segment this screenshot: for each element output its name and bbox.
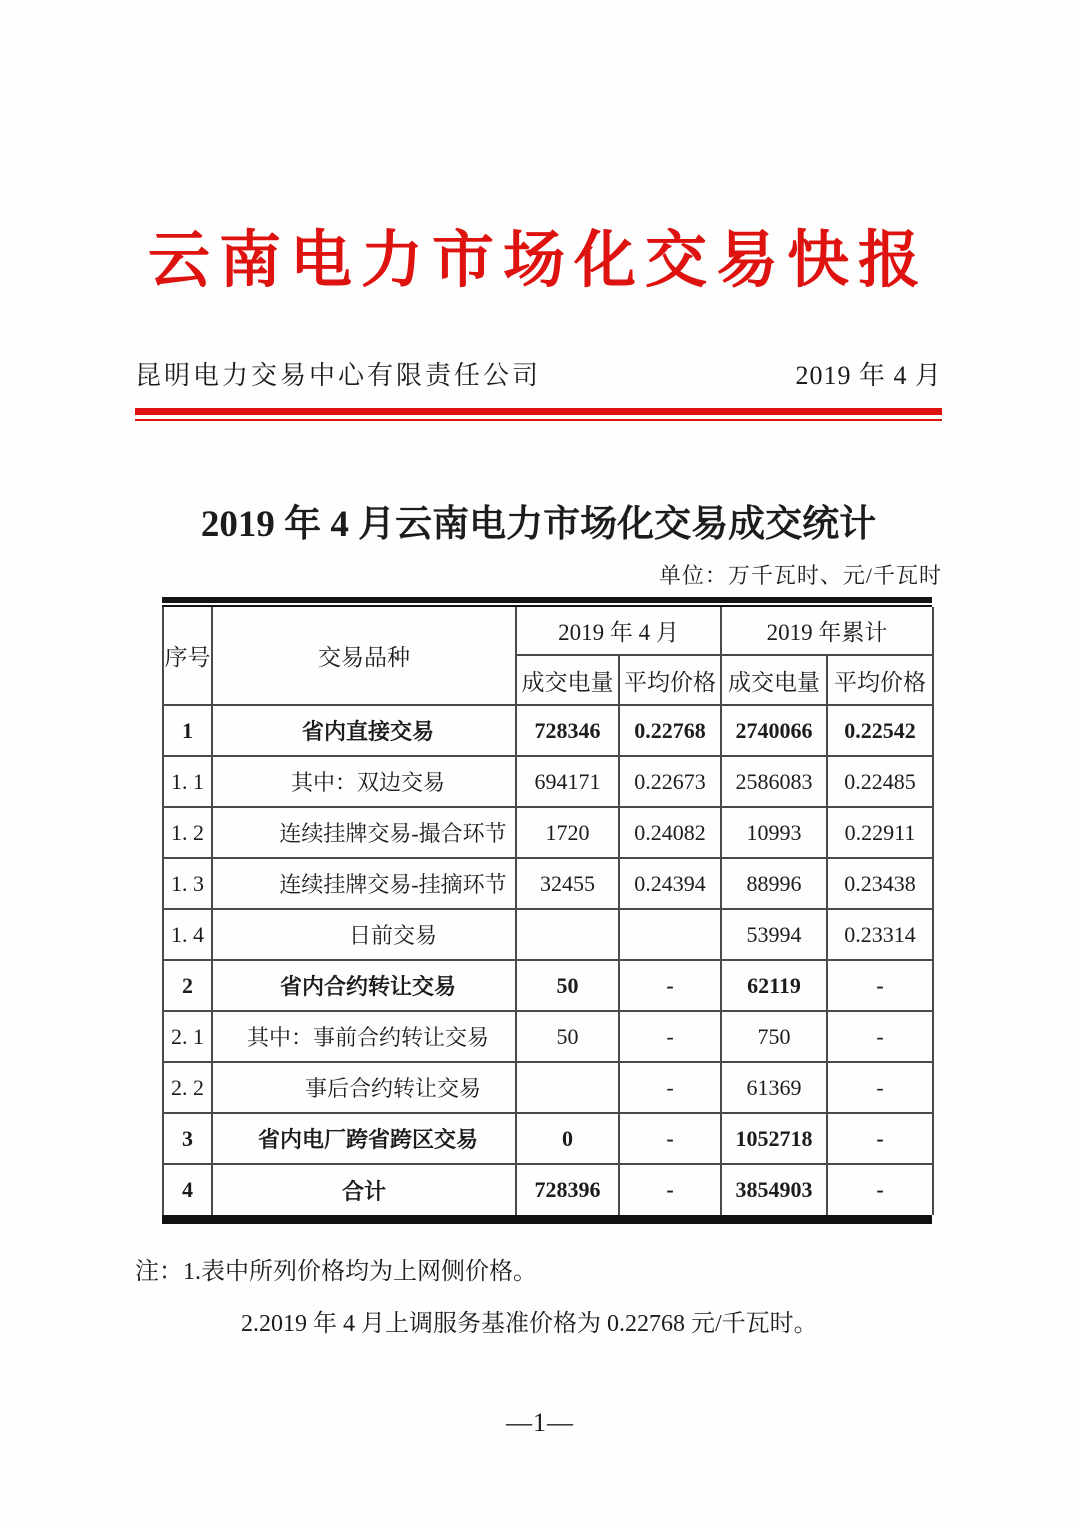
- month-price: 0.22768: [619, 705, 721, 756]
- note-item: 1.表中所列价格均为上网侧价格。: [183, 1259, 537, 1285]
- month-price: -: [619, 1164, 721, 1215]
- note-item: 2.2019 年 4 月上调服务基准价格为 0.22768 元/千瓦时。: [241, 1311, 818, 1337]
- row-index: 3: [163, 1113, 212, 1164]
- header-index: 序号: [163, 607, 212, 705]
- table-row: [163, 1011, 933, 1062]
- month-volume: 0: [516, 1113, 619, 1164]
- table-row: [163, 1113, 933, 1164]
- ytd-volume: 53994: [721, 909, 827, 960]
- masthead-title: 云南电力市场化交易快报: [147, 227, 929, 295]
- ytd-volume: 2740066: [721, 705, 827, 756]
- month-price: 0.24082: [619, 807, 721, 858]
- trade-type: 省内直接交易: [212, 705, 516, 756]
- trade-type: 其中：事前合约转让交易: [212, 1011, 516, 1062]
- trade-type: 省内合约转让交易: [212, 960, 516, 1011]
- table-body: [163, 705, 933, 1215]
- trade-type: 连续挂牌交易-撮合环节: [212, 807, 516, 858]
- month-price: -: [619, 960, 721, 1011]
- month-volume: 728346: [516, 705, 619, 756]
- trade-type: 合计: [212, 1164, 516, 1215]
- row-index: 2. 2: [163, 1062, 212, 1113]
- issue-date: 2019 年 4 月: [795, 361, 942, 390]
- trade-type: 连续挂牌交易-挂摘环节: [212, 858, 516, 909]
- ytd-volume: 61369: [721, 1062, 827, 1113]
- table-row: [163, 705, 933, 756]
- trade-type: 省内电厂跨省跨区交易: [212, 1113, 516, 1164]
- table-top-rule-thick: [162, 597, 932, 603]
- header-group-ytd: 2019 年累计: [721, 607, 933, 655]
- trade-type: 事后合约转让交易: [212, 1062, 516, 1113]
- month-price: -: [619, 1011, 721, 1062]
- header-group-row: [163, 607, 933, 655]
- header-ytd-volume: 成交电量: [721, 655, 827, 705]
- month-volume: 32455: [516, 858, 619, 909]
- table-row: [163, 858, 933, 909]
- table-row: [163, 960, 933, 1011]
- page-content: [135, 0, 942, 1338]
- row-index: 1: [163, 705, 212, 756]
- row-index: 1. 1: [163, 756, 212, 807]
- month-volume: 728396: [516, 1164, 619, 1215]
- trade-type: 其中：双边交易: [212, 756, 516, 807]
- note-line: [135, 1258, 942, 1286]
- ytd-volume: 2586083: [721, 756, 827, 807]
- table-row: [163, 1164, 933, 1215]
- red-rule-thin: [135, 419, 942, 421]
- ytd-price: -: [827, 1113, 933, 1164]
- ytd-volume: 1052718: [721, 1113, 827, 1164]
- month-price: [619, 909, 721, 960]
- month-price: 0.24394: [619, 858, 721, 909]
- row-index: 1. 3: [163, 858, 212, 909]
- ytd-volume: 88996: [721, 858, 827, 909]
- table-row: [163, 1062, 933, 1113]
- ytd-price: -: [827, 1062, 933, 1113]
- row-index: 2. 1: [163, 1011, 212, 1062]
- org-line: [135, 355, 942, 392]
- header-month-volume: 成交电量: [516, 655, 619, 705]
- trade-type: 日前交易: [212, 909, 516, 960]
- row-index: 1. 2: [163, 807, 212, 858]
- month-price: 0.22673: [619, 756, 721, 807]
- header-ytd-price: 平均价格: [827, 655, 933, 705]
- page-number: —1—: [506, 1408, 574, 1437]
- month-volume: 50: [516, 960, 619, 1011]
- ytd-volume: 750: [721, 1011, 827, 1062]
- ytd-price: -: [827, 1011, 933, 1062]
- header-month-price: 平均价格: [619, 655, 721, 705]
- ytd-volume: 10993: [721, 807, 827, 858]
- ytd-price: 0.23314: [827, 909, 933, 960]
- header-group-month: 2019 年 4 月: [516, 607, 721, 655]
- ytd-volume: 3854903: [721, 1164, 827, 1215]
- table-bottom-rule: [162, 1215, 932, 1224]
- ytd-price: -: [827, 1164, 933, 1215]
- ytd-price: 0.22542: [827, 705, 933, 756]
- month-volume: 694171: [516, 756, 619, 807]
- red-rule-thick: [135, 408, 942, 415]
- table-row: [163, 756, 933, 807]
- month-volume: 50: [516, 1011, 619, 1062]
- month-volume: 1720: [516, 807, 619, 858]
- row-index: 2: [163, 960, 212, 1011]
- notes: [135, 1258, 942, 1338]
- month-volume: [516, 1062, 619, 1113]
- ytd-price: 0.22911: [827, 807, 933, 858]
- month-volume: [516, 909, 619, 960]
- ytd-volume: 62119: [721, 960, 827, 1011]
- masthead-divider: [135, 408, 942, 421]
- note-label: 注：: [135, 1259, 183, 1285]
- report-title: 2019 年 4 月云南电力市场化交易成交统计: [200, 504, 877, 545]
- row-index: 1. 4: [163, 909, 212, 960]
- unit-note: 单位：万千瓦时、元/千瓦时: [658, 563, 942, 588]
- org-name: 昆明电力交易中心有限责任公司: [135, 361, 542, 390]
- row-index: 4: [163, 1164, 212, 1215]
- table-row: [163, 909, 933, 960]
- month-price: -: [619, 1062, 721, 1113]
- ytd-price: 0.23438: [827, 858, 933, 909]
- ytd-price: -: [827, 960, 933, 1011]
- stats-table: [162, 607, 934, 1215]
- ytd-price: 0.22485: [827, 756, 933, 807]
- table-header: [163, 607, 933, 705]
- table-row: [163, 807, 933, 858]
- header-category: 交易品种: [212, 607, 516, 705]
- month-price: -: [619, 1113, 721, 1164]
- stats-table-wrap: [162, 597, 932, 1224]
